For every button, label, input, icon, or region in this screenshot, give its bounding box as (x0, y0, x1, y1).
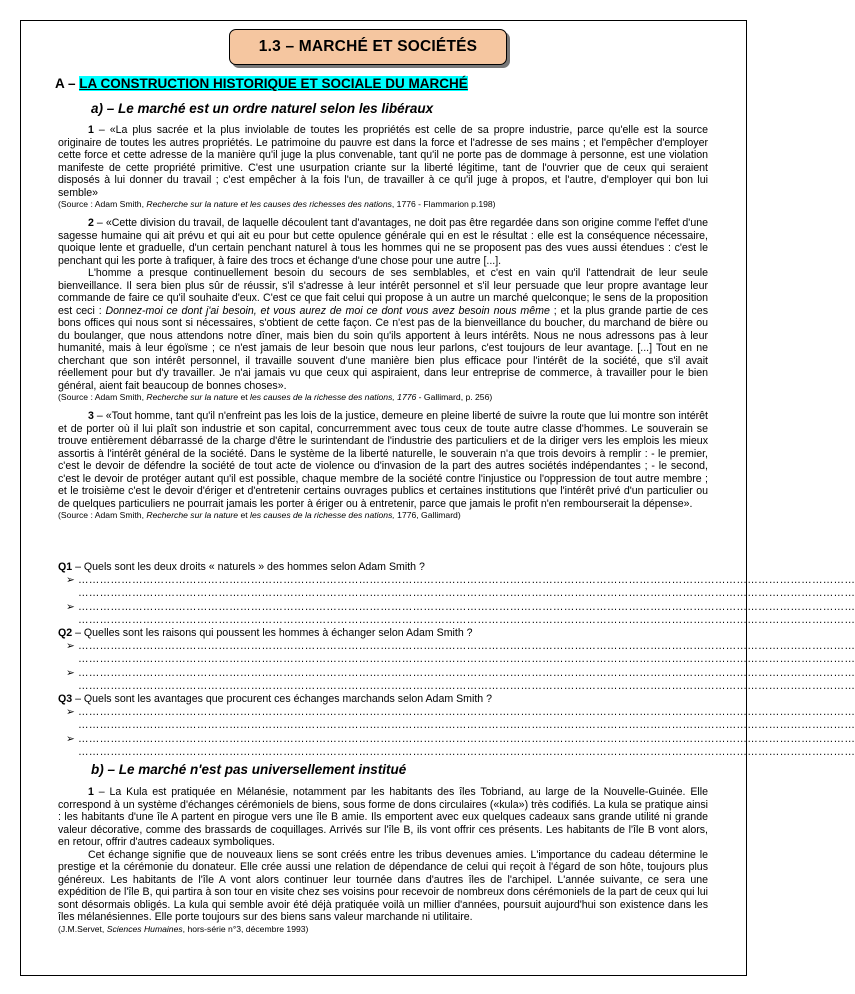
answer-dots: ……………………………………………………………………………………………………………………………………………………………………………………………… (78, 653, 855, 666)
answer-line[interactable] (58, 666, 855, 680)
doc3-text (58, 410, 708, 510)
doc2-source (58, 392, 708, 403)
answer-dots: ……………………………………………………………………………………………………………………………………………………………………………………………… (78, 679, 855, 692)
question-3-number: Q3 (58, 693, 73, 706)
question-2-text: – Quelles sont les raisons qui poussent les hommes à échanger selon Adam Smith ? (72, 627, 473, 640)
answer-dots: ……………………………………………………………………………………………………………………………………………………………………………………………… (78, 732, 855, 745)
doc2-para1 (58, 217, 708, 267)
bullet-arrow-icon: ➢ (66, 600, 75, 613)
answer-line[interactable] (58, 587, 855, 600)
answer-line[interactable] (58, 732, 855, 746)
doc1-source-title: Recherche sur la nature et les causes des richesses des nations (146, 199, 392, 209)
answer-line[interactable] (58, 745, 855, 759)
subsection-b-heading: b) – Le marché n'est pas universellement institué (91, 762, 407, 777)
doc2-number: 2 (88, 217, 94, 229)
doc2-body2a: L'homme a presque continuellement besoin du secours de ses semblables, et c'est en vain qu'il l'attendrait de leur seule bienveillance. Il sera bien plus sûr de réussir, s'il s'adresse à leur intérêt personnel et s'il leur persuade que leur propre avantage leur commande de faire ce qu'il souhaite d'eux. C'est ce que fait celui qui propose à un autre un marché quelconque; le sens de la proposition est ceci : (58, 267, 708, 317)
answer-line[interactable] (58, 640, 855, 653)
docb1-number: 1 (88, 786, 94, 798)
doc2-body2b: ; et la plus grande partie de ces bons offices qui nous sont si nécessaires, s'obtient de cette façon. Ce n'est pas de la bienveillance du boucher, du marchand de bière ou du boulanger, que nous attendons notre dîner, mais bien du soin qu'ils apportent à leurs intérêts. Nous ne nous adressons pas à leur humanité, mais à leur égoïsme ; ce n'est jamais de leur besoin que nous leur parlons, c'est toujours de leur avantage. [...] Tout en ne cherchant que son intérêt personnel, il travaille souvent d'une manière bien plus efficace pour l'intérêt de la société, que s'il avait réellement pour but d'y travailler. Je n'ai jamais vu que ceux qui aspiraient, dans leur entreprise de commerce, à travailler pour le bien général, aient fait beaucoup de bonnes choses». (58, 304, 708, 392)
docb1-source-post: , hors-série n°3, décembre 1993) (182, 923, 309, 934)
doc3-source-title: Recherche sur la nature (146, 510, 239, 520)
doc2-source-title2: les causes de la richesse des nations, 1776 (250, 392, 417, 402)
docb1-body1: – La Kula est pratiquée en Mélanésie, notamment par les habitants des îles Tobriand, au large de la Nouvelle-Guinée. Elle correspond à un système d'échanges cérémoniels de biens, sous forme de dons circulaires («kula») très codifiés. La kula se pratique ainsi : les habitants d'une île A partent en pirogue vers une île B amie. Ils emportent avec eux quelques cadeaux sans grande utilité ni grande valeur décorative, comme des brassards de coquillages. Arrivés sur l'île B, ils vont offrir ces présents. Les habitants de l'île B vont alors, en retour, offrir d'autres cadeaux symboliques. (58, 786, 708, 848)
question-3-text: – Quels sont les avantages que procurent ces échanges marchands selon Adam Smith ? (72, 693, 493, 706)
documents-a (58, 124, 708, 521)
doc2-para2 (58, 267, 708, 392)
answer-dots: ……………………………………………………………………………………………………………………………………………………………………………………………… (78, 745, 855, 758)
doc2-quote: Donnez-moi ce dont j'ai besoin, et vous aurez de moi ce dont vous avez besoin nous même (105, 304, 550, 317)
docb1-body2: Cet échange signifie que de nouveaux liens se sont créés entre les tribus devenues amies. L'importance du cadeau détermine le prestige et la cérémonie du donateur. Elle crée aussi une relation de dépendance de celui qui reçoit à l'égard de son hôte, toujours plus généreux. Les habitants de l'île A vont alors continuer leur tournée dans d'autres îles de l'archipel. L'année suivante, ce sera une expédition de l'île B, qui partira à son tour en visite chez ses voisins pour recevoir de nombreux dons cérémoniels de la part de ceux qui lui sont désormais obligés. La kula qui semble avoir été déjà pratiquée voilà un millier d'années, poursuit aujourd'hui son existence dans les îles mélanésiennes. Elle porte toujours sur des biens sans valeur marchande ni utilitaire. (58, 848, 708, 923)
bullet-arrow-icon: ➢ (66, 666, 75, 679)
answer-line[interactable] (58, 600, 855, 614)
doc3-number: 3 (88, 410, 94, 422)
docb1-para2 (58, 849, 708, 924)
answer-line[interactable] (58, 574, 855, 587)
doc2-body1: – «Cette division du travail, de laquelle découlent tant d'avantages, ne doit pas être regardée dans son origine comme l'effet d'une sagesse humaine qui ait prévu et qui ait eu pour but cette opulence générale qui en est le résultat : elle est la conséquence nécessaire, quoique lente et graduelle, d'un certain penchant naturel à tous les hommes qui ne se proposent pas des vues aussi étendues : c'est le penchant qui les porte à trafiquer, à faire des trocs et échange d'une chose pour une autre [...]. (58, 217, 708, 267)
doc1-text (58, 124, 708, 199)
doc2-source-post: - Gallimard, p. 256) (416, 392, 493, 402)
docb1-para1 (58, 786, 708, 849)
answer-dots: ……………………………………………………………………………………………………………………………………………………………………………………………… (78, 719, 855, 732)
answer-dots: ……………………………………………………………………………………………………………………………………………………………………………………………… (78, 600, 855, 613)
question-1-text: – Quels sont les deux droits « naturels » des hommes selon Adam Smith ? (72, 561, 425, 573)
doc1-source-post: , 1776 - Flammarion p.198) (391, 199, 496, 209)
docb1-source-title: Sciences Humaines (106, 923, 183, 934)
bullet-arrow-icon: ➢ (66, 706, 75, 719)
docb1-source-pre: (J.M.Servet, (58, 923, 107, 934)
doc3-source-mid: et (238, 510, 251, 520)
answer-line[interactable] (58, 719, 855, 732)
answer-dots: ……………………………………………………………………………………………………………………………………………………………………………………………… (78, 640, 855, 653)
doc1-body: – «La plus sacrée et la plus inviolable de toutes les propriétés est celle de sa propre industrie, parce qu'elle est la source originaire de toutes les autres propriétés. Le patrimoine du pauvre est dans la force et l'adresse de ses mains ; et l'empêcher d'employer cette force et cette adresse de la manière qu'il juge la plus convenable, tant qu'il ne porte pas de dommage à personne, est une violation manifeste de cette propriété primitive. C'est une usurpation criante sur la liberté légitime, tant de l'ouvrier que de ceux qui seraient disposés à lui donner du travail ; c'est empêcher à la fois l'un, de travailler à ce qu'il juge à propos, et l'autre, d'employer qui bon lui semble» (58, 124, 708, 199)
section-a-prefix: A – (55, 76, 80, 91)
question-2-number: Q2 (58, 627, 73, 640)
answer-dots: ……………………………………………………………………………………………………………………………………………………………………………………………… (78, 706, 855, 719)
answer-line[interactable] (58, 679, 855, 693)
answer-line[interactable] (58, 706, 855, 719)
question-1 (58, 561, 708, 574)
doc3-body: – «Tout homme, tant qu'il n'enfreint pas les lois de la justice, demeure en pleine liberté de suivre la route que lui montre son intérêt et de porter où il lui plaît son industrie et son capital, concurremment avec tous ceux de toute autre classe d'hommes. Le souverain se trouve entièrement débarrassé de la charge d'être le surintendant de l'industrie des particuliers et de la diriger vers les emplois les mieux assortis à l'intérêt général de la société. Dans le système de la liberté naturelle, le souverain n'a que trois devoirs à remplir : - le premier, c'est le devoir de défendre la société de tout acte de violence ou d'invasion de la part des autres sociétés indépendantes ; - le second, c'est le devoir de protéger autant qu'il est possible, chaque membre de la société contre l'injustice ou l'oppression de tout autre membre ; et le troisième c'est le devoir d'ériger et d'entretenir certains ouvrages publics et certaines institutions que l'intérêt privé d'un particulier ou de quelques particuliers ne pourrait jamais les porter à ériger ou à entretenir, parce que jamais le profit n'en rembourserait la dépense». (58, 410, 708, 510)
answer-line[interactable] (58, 653, 855, 666)
section-a-heading (55, 76, 468, 91)
doc3-source-pre: (Source : Adam Smith, (58, 510, 147, 520)
documents-b (58, 786, 708, 935)
questions-block (58, 561, 855, 759)
docb1-source (58, 924, 708, 935)
answer-dots: ……………………………………………………………………………………………………………………………………………………………………………………………… (78, 613, 855, 626)
doc1-number: 1 (88, 124, 94, 136)
doc1-source (58, 199, 708, 210)
answer-line[interactable] (58, 613, 855, 627)
page-title: 1.3 – MARCHÉ ET SOCIÉTÉS (229, 29, 507, 65)
subsection-a-heading: a) – Le marché est un ordre naturel selon les libéraux (91, 101, 434, 116)
section-a-title: LA CONSTRUCTION HISTORIQUE ET SOCIALE DU MARCHÉ (79, 76, 468, 91)
doc2-source-pre: (Source : Adam Smith, (58, 392, 147, 402)
doc2-source-title: Recherche sur la nature (146, 392, 239, 402)
bullet-arrow-icon: ➢ (66, 640, 75, 653)
doc1-source-pre: (Source : Adam Smith, (58, 199, 147, 209)
doc3-source (58, 510, 708, 521)
doc3-source-title2: les causes de la richesse des nations, (250, 510, 395, 520)
doc3-source-post: 1776, Gallimard) (394, 510, 461, 520)
question-3 (58, 693, 708, 706)
answer-dots: ……………………………………………………………………………………………………………………………………………………………………………………………… (78, 666, 855, 679)
bullet-arrow-icon: ➢ (66, 732, 75, 745)
answer-dots: ……………………………………………………………………………………………………………………………………………………………………………………………… (78, 587, 855, 600)
doc2-source-mid: et (238, 392, 251, 402)
question-1-number: Q1 (58, 561, 73, 573)
question-2 (58, 627, 708, 640)
bullet-arrow-icon: ➢ (66, 574, 75, 587)
answer-dots: ……………………………………………………………………………………………………………………………………………………………………………………………… (78, 574, 855, 587)
